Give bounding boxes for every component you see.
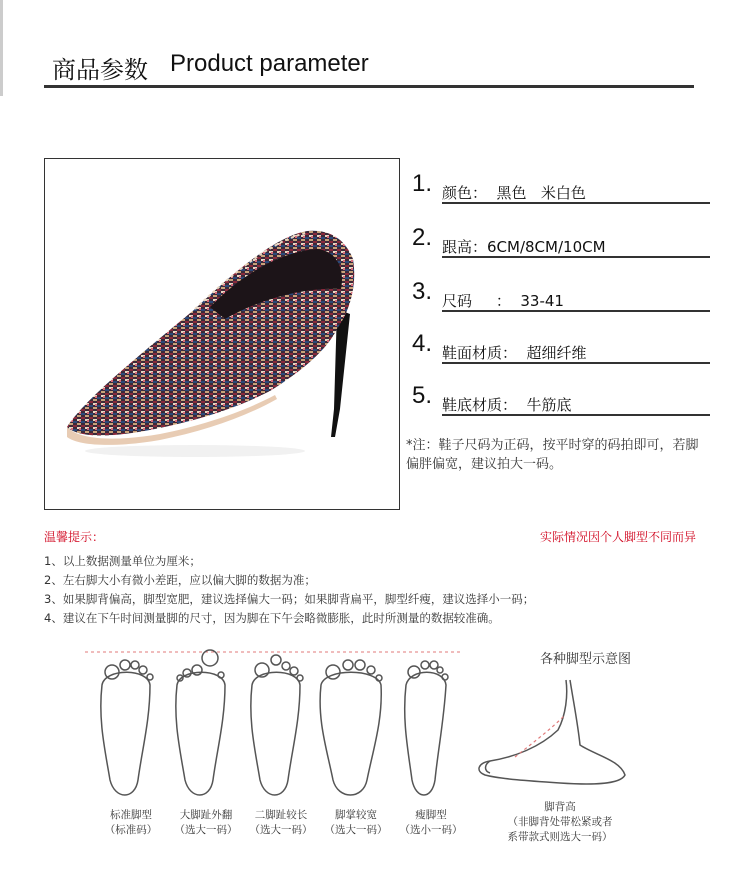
arch-advice-line1: （非脚背处带松紧或者 [507, 816, 613, 828]
foot-outline-long-second-toe [251, 655, 303, 795]
foot-outline-slim [405, 661, 448, 795]
param-row-upper [412, 330, 712, 370]
foot-type-name: 大脚趾外翻 [179, 809, 233, 821]
param-number: 4. [412, 330, 433, 357]
diagram-title: 各种脚型示意图 [540, 652, 632, 667]
param-underline [442, 202, 710, 204]
param-text: 跟高：6CM/8CM/10CM [442, 238, 606, 256]
high-arch-side-view [470, 675, 640, 795]
param-row-sole [412, 382, 712, 422]
section-title-en: Product parameter [170, 50, 369, 77]
param-row-size [412, 278, 712, 318]
tip-item: 4、建议在下午时间测量脚的尺寸，因为脚在下午会略微膨胀，此时所测量的数据较准确。 [44, 611, 500, 625]
param-underline [442, 310, 710, 312]
param-text: 尺码 ： 33-41 [442, 292, 564, 310]
foot-outline-wide [320, 660, 382, 795]
tips-list [44, 552, 534, 628]
foot-type-advice: （选大一码） [174, 824, 238, 836]
param-underline [442, 362, 710, 364]
param-row-color [412, 170, 712, 210]
foot-type-name: 二脚趾较长 [254, 809, 308, 821]
param-underline [442, 256, 710, 258]
product-image [44, 158, 400, 510]
param-number: 2. [412, 224, 433, 251]
param-text: 鞋底材质： 牛筋底 [442, 396, 572, 414]
tip-item: 3、如果脚背偏高，脚型宽肥，建议选择偏大一码；如果脚背扁平，脚型纤瘦，建议选择小一码； [44, 592, 535, 606]
foot-outline-standard [101, 660, 153, 795]
foot-type-advice: （标准码） [104, 824, 158, 836]
foot-type-advice: （选大一码） [249, 824, 313, 836]
tip-item: 1、以上数据测量单位为厘米； [44, 554, 201, 568]
param-number: 3. [412, 278, 433, 305]
foot-type-advice: （选小一码） [399, 824, 463, 836]
foot-type-name: 标准脚型 [110, 809, 152, 821]
param-number: 5. [412, 382, 433, 409]
param-text: 鞋面材质： 超细纤维 [442, 344, 587, 362]
tips-disclaimer: 实际情况因个人脚型不同而异 [540, 530, 697, 544]
tweed-pump-illustration [45, 159, 399, 509]
param-number: 1. [412, 170, 433, 197]
header-rule [44, 85, 694, 88]
param-text: 颜色： 黑色 米白色 [442, 184, 586, 202]
foot-type-name: 瘦脚型 [415, 809, 447, 821]
param-underline [442, 414, 710, 416]
foot-label-slim [386, 808, 476, 838]
tips-title: 温馨提示： [44, 530, 105, 544]
foot-outline-bunion [176, 650, 225, 795]
arch-advice-line2: 系带款式则选大一码） [507, 831, 613, 843]
param-row-heel [412, 224, 712, 264]
size-note: *注：鞋子尺码为正码，按平时穿的码拍即可，若脚偏胖偏宽，建议拍大一码。 [406, 438, 699, 472]
foot-type-outlines [80, 640, 480, 800]
foot-type-advice: （选大一码） [324, 824, 388, 836]
section-title-cn: 商品参数 [52, 56, 148, 84]
arch-label [480, 800, 640, 845]
page-edge-mark [0, 0, 3, 96]
foot-type-name: 脚掌较宽 [335, 809, 377, 821]
tip-item: 2、左右脚大小有微小差距，应以偏大脚的数据为准； [44, 573, 316, 587]
arch-name: 脚背高 [544, 801, 576, 813]
